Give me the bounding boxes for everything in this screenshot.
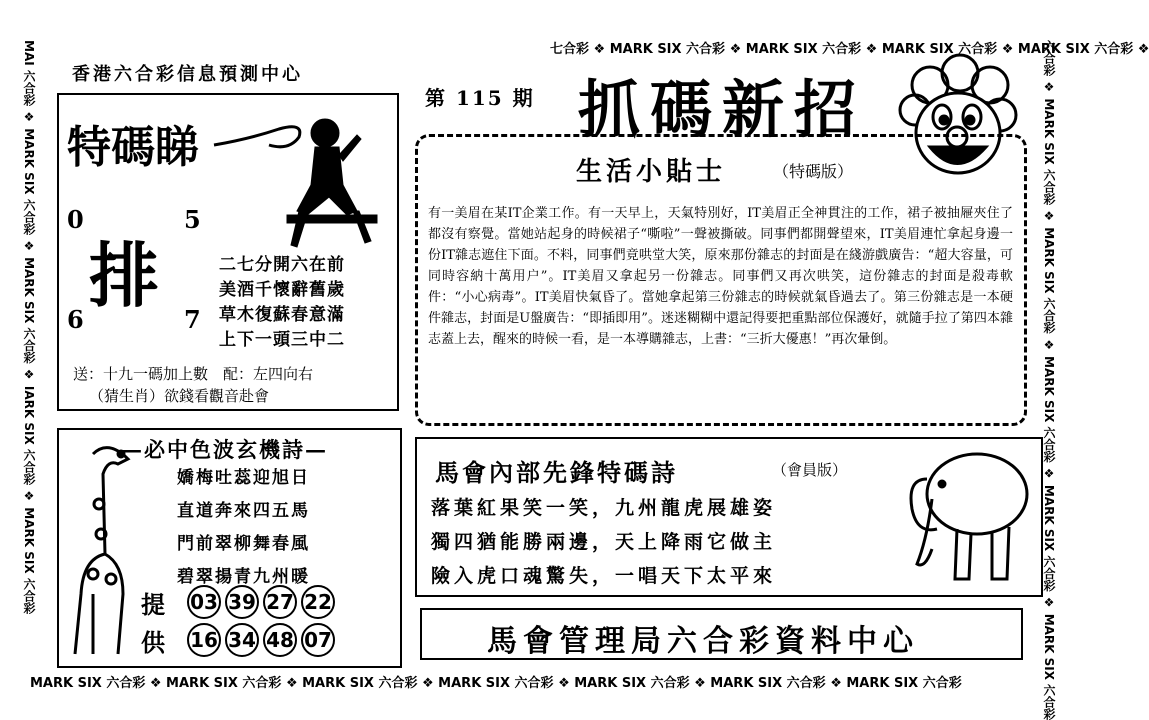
left-border-text: MAI 六合彩 ❖ MARK SIX 六合彩 ❖ MARK SIX 六合彩 ❖ IARK SIX 六合彩 ❖ MARK SIX 六合彩 xyxy=(22,40,36,614)
special-poem-line: 美酒千懷辭舊歲 xyxy=(219,280,345,300)
label-ti: 提 xyxy=(141,590,165,619)
number-ball: 27 xyxy=(263,585,297,619)
tips-title: 生活小貼士 xyxy=(576,157,727,187)
horse-poem-lines xyxy=(431,491,776,593)
center-name: 香港六合彩信息預測中心 xyxy=(72,64,303,85)
tips-body: 有一美眉在某IT企業工作。有一天早上，天氣特別好，IT美眉正全神貫注的工作，裙子被抽屜夾住了都沒有察覺。當她站起身的時候裙子“嘶啦”一聲被撕破。同事們都開聲望來，IT美眉連忙拿起身邊一份IT雜志遮住下面。不料，同事們竟哄堂大笑，原來那份雜志的封面是在綫游戲廣告：“超大容量，可同時容納十萬用户”。IT美眉又拿起另一份雜志。同事們又再次哄笑，這份雜志的封面是殺毒軟件：“小心病毒”。IT美眉快氣昏了。當她拿起第三份雜志的時候就氣昏過去了。第三份雜志是一本硬件雜志，封面是U盤廣告：“即插即用”。迷迷糊糊中還記得要把重點部位保護好，就隨手拉了第四本雜志蓋上去，醒來的時候一看，是一本導購雜志，上書：“三折大優惠！”再次暈倒。 xyxy=(428,206,1013,347)
life-tips-panel xyxy=(415,134,1027,426)
special-poem-line: 上下一頭三中二 xyxy=(219,330,345,350)
label-gong: 供 xyxy=(141,628,165,657)
number-ball: 22 xyxy=(301,585,335,619)
numbers-row-2 xyxy=(187,623,339,657)
color-poem-line: 直道奔來四五馬 xyxy=(177,501,310,521)
color-poem-line: 碧翠揚青九州暖 xyxy=(177,567,310,587)
special-code-title: 特碼睇 xyxy=(67,122,199,173)
horse-poem-subtitle: （會員版） xyxy=(772,461,848,479)
number-ball: 34 xyxy=(225,623,259,657)
woman-figure-icon xyxy=(277,115,387,265)
special-poem xyxy=(219,253,345,353)
issue-number: 第 115 期 xyxy=(425,86,535,110)
horse-poem-line: 落葉紅果笑一笑，九州龍虎展雄姿 xyxy=(431,497,777,519)
special-big-char: 排 xyxy=(89,234,159,317)
hint-line: （猜生肖）欲錢看觀音赴會 xyxy=(89,387,270,405)
elephant-icon xyxy=(897,439,1037,589)
number-ball: 48 xyxy=(263,623,297,657)
right-border-text: 六合彩 ❖ MARK SIX 六合彩 ❖ MARK SIX 六合彩 ❖ MARK SIX 六合彩 ❖ MARK SIX 六合彩 ❖ MARK SIX 六合彩 xyxy=(1042,40,1056,720)
special-poem-line: 二七分開六在前 xyxy=(219,255,345,275)
giraffe-icon xyxy=(63,434,153,664)
bottom-border-text: MARK SIX 六合彩 ❖ MARK SIX 六合彩 ❖ MARK SIX 六合彩 ❖ MARK SIX 六合彩 ❖ MARK SIX 六合彩 ❖ MARK SIX 六合彩 ❖ MARK SIX 六合彩 xyxy=(30,676,962,691)
color-poem-lines xyxy=(177,462,310,594)
page-title: 抓碼新招 xyxy=(578,73,867,146)
horse-poem-line: 獨四猶能勝兩邊，天上降雨它做主 xyxy=(431,531,777,553)
footer-banner-text: 馬會管理局六合彩資料中心 xyxy=(487,624,919,659)
special-number-1: 0 xyxy=(67,205,84,234)
number-ball: 16 xyxy=(187,623,221,657)
special-code-panel xyxy=(57,93,399,411)
special-number-2: 5 xyxy=(184,205,201,234)
gift-line: 送：十九一碼加上數 配：左四向右 xyxy=(73,365,314,383)
number-ball: 39 xyxy=(225,585,259,619)
color-poem-title: —必中色波玄機詩— xyxy=(121,437,328,462)
color-wave-panel xyxy=(57,428,402,668)
horse-poem-line: 險入虎口魂驚失，一唱天下太平來 xyxy=(431,565,777,587)
color-poem-line: 嬌梅吐蕊迎旭日 xyxy=(177,468,310,488)
color-poem-line: 門前翠柳舞春風 xyxy=(177,534,310,554)
special-number-3: 6 xyxy=(67,305,84,334)
tips-subtitle: （特碼版） xyxy=(773,162,854,181)
number-ball: 07 xyxy=(301,623,335,657)
special-poem-line: 草木復蘇春意滿 xyxy=(219,305,345,325)
top-border-text: 七合彩 ❖ MARK SIX 六合彩 ❖ MARK SIX 六合彩 ❖ MARK SIX 六合彩 ❖ MARK SIX 六合彩 ❖ xyxy=(550,42,1149,57)
horse-club-poem-panel xyxy=(415,437,1043,597)
footer-banner xyxy=(420,608,1023,660)
number-ball: 03 xyxy=(187,585,221,619)
horse-poem-title: 馬會內部先鋒特碼詩 xyxy=(435,458,678,487)
numbers-row-1 xyxy=(187,585,339,619)
special-number-4: 7 xyxy=(184,305,201,334)
